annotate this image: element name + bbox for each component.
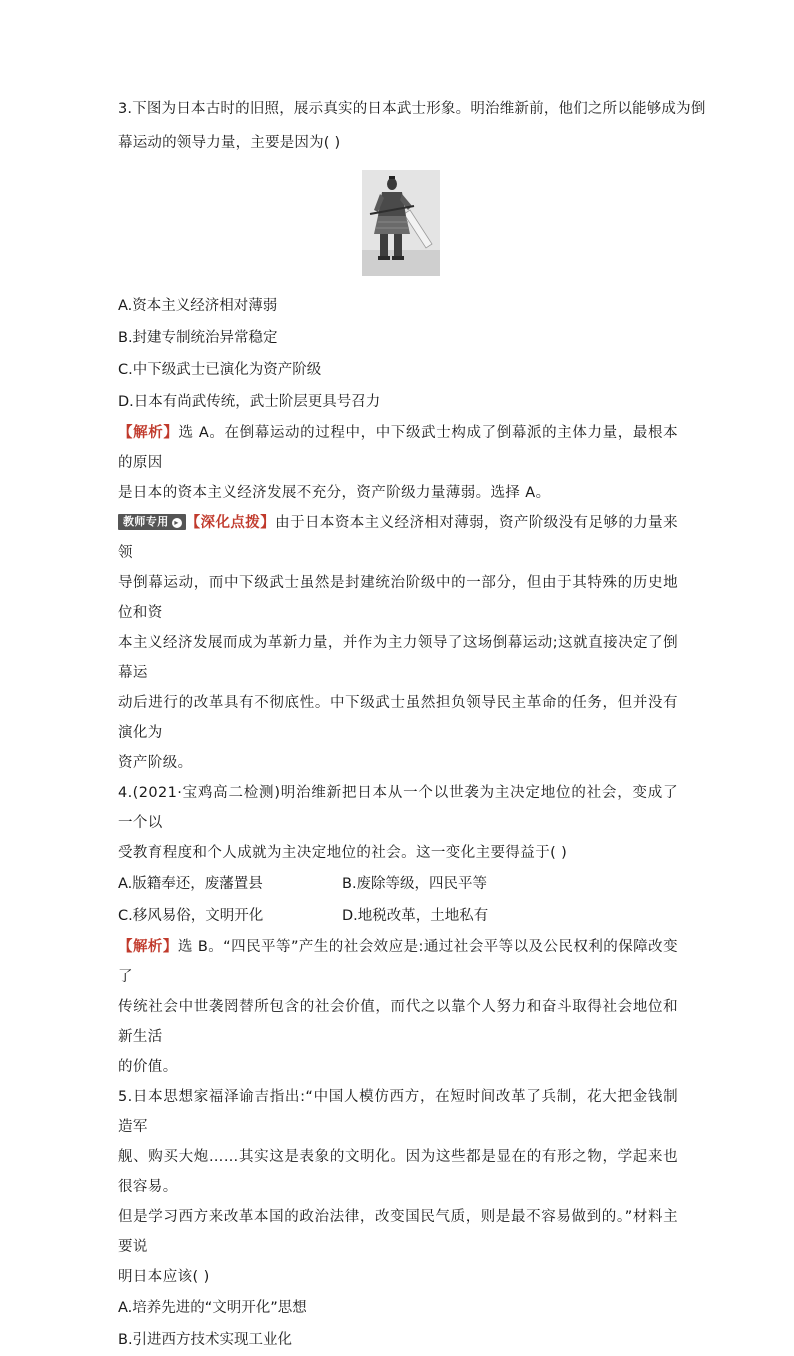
chevron-right-icon: ▸ <box>172 518 182 528</box>
q5-stem-line-4: 明日本应该( ) <box>118 1269 210 1285</box>
q4-option-a: A.版籍奉还，废藩置县 <box>118 876 263 892</box>
q4-options-row-1 <box>118 868 678 900</box>
samurai-figure-icon <box>362 170 440 276</box>
deep-insight-line-1: 由于日本资本主义经济相对薄弱，资产阶级没有足够的力量来领 <box>118 515 678 561</box>
q3-stem-line-1: 3.下图为日本古时的旧照，展示真实的日本武士形象。明治维新前，他们之所以能够成为倒 <box>118 101 706 117</box>
q4-option-d: D.地税改革，土地私有 <box>342 908 489 924</box>
q3-deep-insight <box>118 508 678 568</box>
samurai-photo <box>362 170 440 276</box>
q4-analysis <box>118 932 678 992</box>
q4-option-c: C.移风易俗，文明开化 <box>118 908 264 924</box>
q4-analysis-label: 【解析】 <box>118 939 178 955</box>
deep-insight-line-5: 资产阶级。 <box>118 755 193 771</box>
q4-option-b: B.废除等级，四民平等 <box>342 876 488 892</box>
q4-analysis-line-2: 传统社会中世袭罔替所包含的社会价值，而代之以靠个人努力和奋斗取得社会地位和新生活 <box>118 999 678 1045</box>
q3-option-d: D.日本有尚武传统，武士阶层更具号召力 <box>118 394 381 410</box>
deep-insight-line-2: 导倒幕运动，而中下级武士虽然是封建统治阶级中的一部分，但由于其特殊的历史地位和资 <box>118 575 678 621</box>
q3-analysis <box>118 418 678 478</box>
q3-option-c: C.中下级武士已演化为资产阶级 <box>118 362 322 378</box>
q4-stem-line-2: 受教育程度和个人成就为主决定地位的社会。这一变化主要得益于( ) <box>118 845 568 861</box>
q3-analysis-label: 【解析】 <box>118 425 179 441</box>
question-4 <box>118 778 678 1082</box>
q5-stem-line-2: 舰、购买大炮……其实这是表象的文明化。因为这些都是显在的有形之物，学起来也很容易。 <box>118 1149 678 1195</box>
q5-stem-line-3: 但是学习西方来改革本国的政治法律，改变国民气质，则是最不容易做到的。”材料主要说 <box>118 1209 678 1255</box>
q3-analysis-line-2: 是日本的资本主义经济发展不充分，资产阶级力量薄弱。选择 A。 <box>118 485 551 501</box>
teacher-only-badge: 教师专用 ▸ <box>118 514 186 530</box>
document-page <box>118 98 706 1356</box>
q3-option-a: A.资本主义经济相对薄弱 <box>118 298 278 314</box>
q4-stem-line-1: 4.(2021·宝鸡高二检测)明治维新把日本从一个以世袭为主决定地位的社会，变成了一个以 <box>118 785 678 831</box>
q5-option-b: B.引进西方技术实现工业化 <box>118 1332 293 1348</box>
deep-insight-line-4: 动后进行的改革具有不彻底性。中下级武士虽然担负领导民主革命的任务，但并没有演化为 <box>118 695 678 741</box>
q3-option-b: B.封建专制统治异常稳定 <box>118 330 278 346</box>
deep-insight-label: 【深化点拨】 <box>185 515 276 531</box>
q3-analysis-line-1: 选 A。在倒幕运动的过程中，中下级武士构成了倒幕派的主体力量，最根本的原因 <box>118 425 678 471</box>
q4-analysis-line-3: 的价值。 <box>118 1059 178 1075</box>
deep-insight-line-3: 本主义经济发展而成为革新力量，并作为主力领导了这场倒幕运动;这就直接决定了倒幕运 <box>118 635 678 681</box>
question-3 <box>118 98 706 778</box>
q5-option-a: A.培养先进的“文明开化”思想 <box>118 1300 307 1316</box>
q4-analysis-line-1: 选 B。“四民平等”产生的社会效应是:通过社会平等以及公民权利的保障改变了 <box>118 939 678 985</box>
q3-stem-line-2: 幕运动的领导力量，主要是因为( ) <box>118 135 341 151</box>
question-5 <box>118 1082 678 1356</box>
q4-options-row-2 <box>118 900 678 932</box>
q5-stem-line-1: 5.日本思想家福泽谕吉指出:“中国人模仿西方，在短时间改革了兵制，花大把金钱制造军 <box>118 1089 678 1135</box>
